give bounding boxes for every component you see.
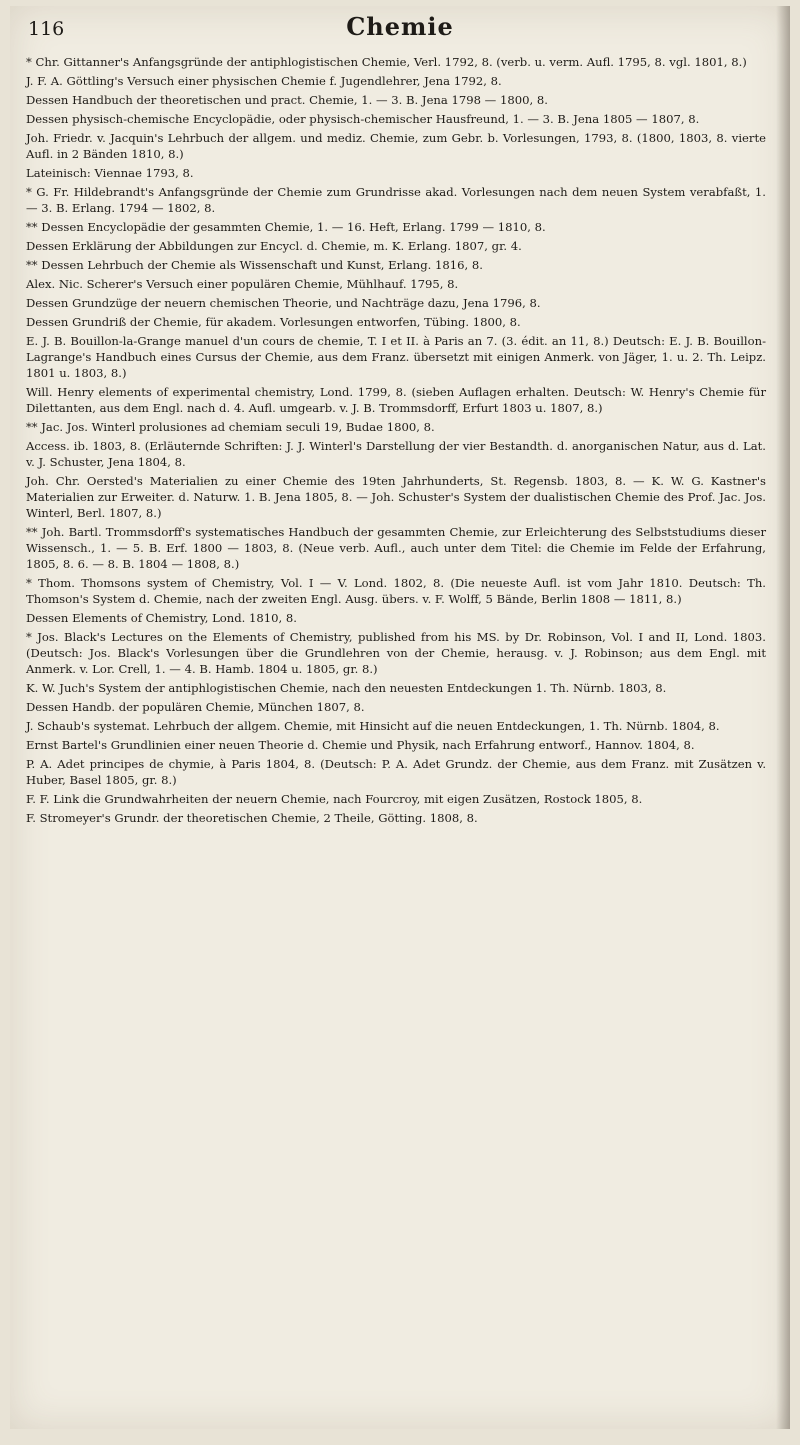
- running-head: Chemie: [346, 12, 454, 41]
- bibliography-entry: * G. Fr. Hildebrandt's Anfangsgründe der Chemie zum Grundrisse akad. Vorlesungen nach dem neuen System verabfaßt, 1. — 3. B. Erlang. 1794 — 1802, 8.: [26, 185, 766, 215]
- bibliography-entry: * Jos. Black's Lectures on the Elements of Chemistry, published from his MS. by Dr. Robinson, Vol. I and II, Lond. 1803. (Deutsch: Jos. Black's Vorlesungen über die Grundlehren von der Chemie, herausg. v. J. Robinson; aus dem Engl. mit Anmerk. v. Lor. Crell, 1. — 4. B. Hamb. 1804 u. 1805, gr. 8.): [26, 630, 766, 676]
- page-spine-shadow: [776, 6, 790, 1429]
- bibliography-entry: Joh. Friedr. v. Jacquin's Lehrbuch der allgem. und mediz. Chemie, zum Gebr. b. Vorlesungen, 1793, 8. (1800, 1803, 8. vierte Aufl. in 2 Bänden 1810, 8.): [26, 131, 766, 161]
- bibliography-entry: E. J. B. Bouillon-la-Grange manuel d'un cours de chemie, T. I et II. à Paris an 7. (3. édit. an 11, 8.) Deutsch: E. J. B. Bouillon-Lagrange's Handbuch eines Cursus der Chemie, aus dem Franz. übersetzt mit einigen Anmerk. von Jäger, 1. u. 2. Th. Leipz. 1801 u. 1803, 8.): [26, 334, 766, 380]
- bibliography-entry: Dessen physisch-chemische Encyclopädie, oder physisch-chemischer Hausfreund, 1. — 3. B. Jena 1805 — 1807, 8.: [26, 112, 700, 126]
- bibliography-list: [26, 54, 766, 1419]
- bibliography-entry: Dessen Handbuch der theoretischen und pract. Chemie, 1. — 3. B. Jena 1798 — 1800, 8.: [26, 93, 548, 107]
- bibliography-entry: Dessen Grundzüge der neuern chemischen Theorie, und Nachträge dazu, Jena 1796, 8.: [26, 296, 541, 310]
- bibliography-entry: F. Stromeyer's Grundr. der theoretischen Chemie, 2 Theile, Götting. 1808, 8.: [26, 811, 478, 825]
- bibliography-entry: J. Schaub's systemat. Lehrbuch der allgem. Chemie, mit Hinsicht auf die neuen Entdeckungen, 1. Th. Nürnb. 1804, 8.: [26, 719, 720, 733]
- bibliography-entry: * Thom. Thomsons system of Chemistry, Vol. I — V. Lond. 1802, 8. (Die neueste Aufl. ist vom Jahr 1810. Deutsch: Th. Thomson's System d. Chemie, nach der zweiten Engl. Ausg. übers. v. F. Wolff, 5 Bände, Berlin 1808 — 1811, 8.): [26, 576, 766, 606]
- bibliography-entry: J. F. A. Göttling's Versuch einer physischen Chemie f. Jugendlehrer, Jena 1792, 8.: [26, 74, 502, 88]
- bibliography-entry: Joh. Chr. Oersted's Materialien zu einer Chemie des 19ten Jahrhunderts, St. Regensb. 1803, 8. — K. W. G. Kastner's Materialien zur Erweiter. d. Naturw. 1. B. Jena 1805, 8. — Joh. Schuster's System der dualistischen Chemie des Prof. Jac. Jos. Winterl, Berl. 1807, 8.): [26, 474, 766, 520]
- bibliography-entry: Will. Henry elements of experimental chemistry, Lond. 1799, 8. (sieben Auflagen erhalten. Deutsch: W. Henry's Chemie für Dilettanten, aus dem Engl. nach d. 4. Aufl. umgearb. v. J. B. Trommsdorff, Erfurt 1803 u. 1807, 8.): [26, 385, 766, 415]
- bibliography-entry: Dessen Erklärung der Abbildungen zur Encycl. d. Chemie, m. K. Erlang. 1807, gr. 4.: [26, 239, 522, 253]
- book-page: [10, 6, 790, 1429]
- bibliography-entry: K. W. Juch's System der antiphlogistischen Chemie, nach den neuesten Entdeckungen 1. Th. Nürnb. 1803, 8.: [26, 681, 667, 695]
- bibliography-entry: ** Joh. Bartl. Trommsdorff's systematisches Handbuch der gesammten Chemie, zur Erleichterung des Selbststudiums dieser Wissensch., 1. — 5. B. Erf. 1800 — 1803, 8. (Neue verb. Aufl., auch unter dem Titel: die Chemie im Felde der Erfahrung, 1805, 8. 6. — 8. B. 1804 — 1808, 8.): [26, 525, 766, 571]
- page-header: [10, 6, 790, 50]
- bibliography-entry: ** Jac. Jos. Winterl prolusiones ad chemiam seculi 19, Budae 1800, 8.: [26, 420, 435, 434]
- bibliography-entry: Dessen Handb. der populären Chemie, München 1807, 8.: [26, 700, 365, 714]
- bibliography-entry: F. F. Link die Grundwahrheiten der neuern Chemie, nach Fourcroy, mit eigen Zusätzen, Rostock 1805, 8.: [26, 792, 643, 806]
- bibliography-entry: Dessen Grundriß der Chemie, für akadem. Vorlesungen entworfen, Tübing. 1800, 8.: [26, 315, 521, 329]
- bibliography-entry: Alex. Nic. Scherer's Versuch einer populären Chemie, Mühlhauf. 1795, 8.: [26, 277, 459, 291]
- bibliography-entry: Lateinisch: Viennae 1793, 8.: [26, 166, 194, 180]
- bibliography-entry: Access. ib. 1803, 8. (Erläuternde Schriften: J. J. Winterl's Darstellung der vier Bestandth. d. anorganischen Natur, aus d. Lat. v. J. Schuster, Jena 1804, 8.: [26, 439, 766, 469]
- bibliography-entry: Ernst Bartel's Grundlinien einer neuen Theorie d. Chemie und Physik, nach Erfahrung entworf., Hannov. 1804, 8.: [26, 738, 695, 752]
- bibliography-entry: ** Dessen Lehrbuch der Chemie als Wissenschaft und Kunst, Erlang. 1816, 8.: [26, 258, 483, 272]
- page-number: 116: [28, 18, 65, 40]
- bibliography-entry: Dessen Elements of Chemistry, Lond. 1810, 8.: [26, 611, 297, 625]
- bibliography-entry: * Chr. Gittanner's Anfangsgründe der antiphlogistischen Chemie, Verl. 1792, 8. (verb. u. verm. Aufl. 1795, 8. vgl. 1801, 8.): [26, 55, 747, 69]
- bibliography-entry: ** Dessen Encyclopädie der gesammten Chemie, 1. — 16. Heft, Erlang. 1799 — 1810, 8.: [26, 220, 546, 234]
- bibliography-entry: P. A. Adet principes de chymie, à Paris 1804, 8. (Deutsch: P. A. Adet Grundz. der Chemie, aus dem Franz. mit Zusätzen v. Huber, Basel 1805, gr. 8.): [26, 757, 766, 787]
